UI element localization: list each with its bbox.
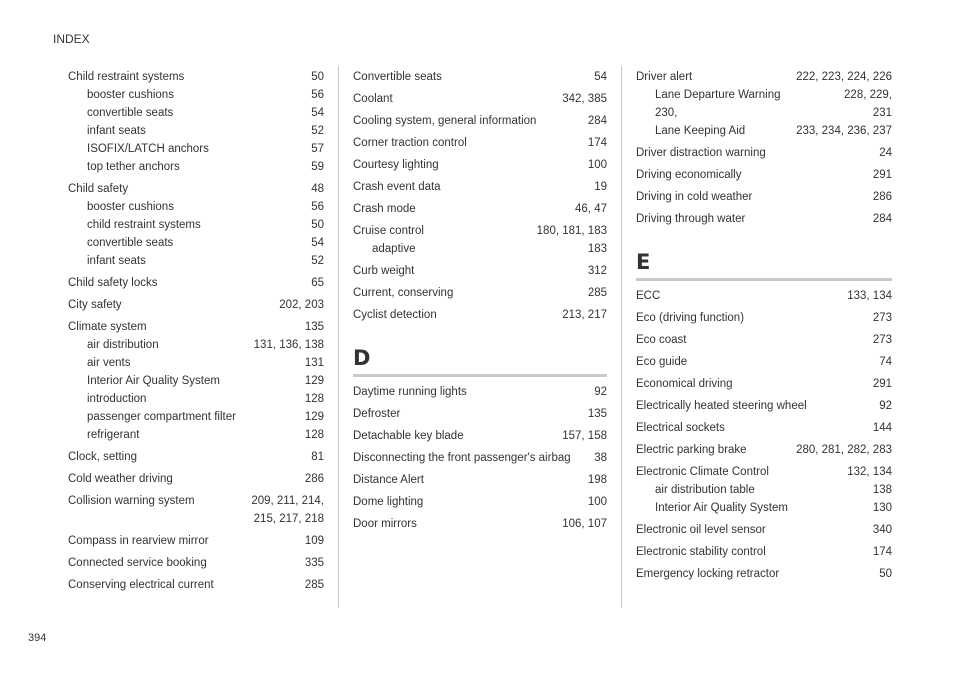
index-subentry xyxy=(68,372,324,390)
index-pages: 50 xyxy=(311,71,324,83)
index-pages-continued: 231 xyxy=(872,107,892,119)
index-term: Crash event data xyxy=(353,181,441,193)
index-pages: 130 xyxy=(872,502,892,514)
index-entry-row xyxy=(353,515,607,533)
index-pages: 198 xyxy=(587,474,607,486)
index-entry-row xyxy=(636,375,892,393)
index-pages: 56 xyxy=(311,89,324,101)
index-entry-row xyxy=(636,309,892,327)
index-subentry xyxy=(68,158,324,176)
index-pages: 131, 136, 138 xyxy=(253,339,324,351)
index-pages: 81 xyxy=(311,451,324,463)
index-entry xyxy=(68,576,324,594)
index-subentry xyxy=(68,234,324,252)
index-entry xyxy=(636,463,892,517)
index-term: Current, conserving xyxy=(353,287,454,299)
section-heading xyxy=(353,328,607,383)
index-entry xyxy=(636,166,892,184)
index-pages: 157, 158 xyxy=(562,430,607,442)
index-term: Courtesy lighting xyxy=(353,159,439,171)
index-term: Daytime running lights xyxy=(353,386,467,398)
index-entry xyxy=(353,471,607,489)
index-entry xyxy=(353,515,607,533)
index-term: Disconnecting the front passenger's airbag xyxy=(353,452,571,464)
index-subentry xyxy=(68,104,324,122)
index-subentry xyxy=(68,216,324,234)
column-divider xyxy=(621,66,622,608)
index-entry xyxy=(68,180,324,270)
index-subterm: passenger compartment filter xyxy=(87,411,236,423)
section-rule xyxy=(353,374,607,377)
index-pages: 50 xyxy=(879,568,892,580)
index-subterm: adaptive xyxy=(372,243,416,255)
index-entry-row xyxy=(353,200,607,218)
index-subterm: top tether anchors xyxy=(87,161,180,173)
index-pages: 285 xyxy=(587,287,607,299)
index-pages: 106, 107 xyxy=(562,518,607,530)
index-term: Door mirrors xyxy=(353,518,417,530)
index-subentry xyxy=(68,354,324,372)
index-subentry xyxy=(68,86,324,104)
index-entry xyxy=(68,296,324,314)
index-entry xyxy=(68,532,324,550)
index-pages: 144 xyxy=(872,422,892,434)
index-entry-row xyxy=(636,166,892,184)
index-subterm: air vents xyxy=(87,357,131,369)
index-subentry-continued xyxy=(636,104,892,122)
index-subentry xyxy=(68,140,324,158)
index-term: Electric parking brake xyxy=(636,444,747,456)
index-pages: 100 xyxy=(587,159,607,171)
index-pages: 128 xyxy=(304,393,324,405)
index-entry-row xyxy=(636,463,892,481)
index-entry-row xyxy=(636,331,892,349)
index-entry xyxy=(353,427,607,445)
index-subterm: infant seats xyxy=(87,255,146,267)
index-entry-row xyxy=(68,318,324,336)
index-entry-row xyxy=(636,521,892,539)
index-entry xyxy=(68,68,324,176)
index-entry-row xyxy=(353,284,607,302)
index-entry xyxy=(636,144,892,162)
index-pages: 202, 203 xyxy=(279,299,324,311)
index-subentry xyxy=(636,499,892,517)
index-entry xyxy=(636,331,892,349)
index-entry xyxy=(636,375,892,393)
index-entry-row xyxy=(636,144,892,162)
index-pages: 138 xyxy=(872,484,892,496)
index-pages: 48 xyxy=(311,183,324,195)
index-term: Crash mode xyxy=(353,203,416,215)
index-pages: 286 xyxy=(304,473,324,485)
index-term: Compass in rearview mirror xyxy=(68,535,209,547)
index-entry-row xyxy=(68,274,324,292)
index-term: Eco coast xyxy=(636,334,687,346)
index-entry-row xyxy=(68,576,324,594)
index-pages: 291 xyxy=(872,169,892,181)
index-pages: 54 xyxy=(311,107,324,119)
index-pages: 233, 234, 236, 237 xyxy=(796,125,892,137)
index-entry-row xyxy=(353,178,607,196)
index-entry xyxy=(636,287,892,305)
index-term: Conserving electrical current xyxy=(68,579,214,591)
index-entry-row xyxy=(353,383,607,401)
index-pages: 213, 217 xyxy=(562,309,607,321)
index-entry-row xyxy=(68,296,324,314)
index-pages: 174 xyxy=(587,137,607,149)
index-entry-row xyxy=(353,112,607,130)
index-column-1 xyxy=(68,68,324,598)
index-pages: 65 xyxy=(311,277,324,289)
index-pages: 24 xyxy=(879,147,892,159)
index-pages: 286 xyxy=(872,191,892,203)
index-pages: 131 xyxy=(304,357,324,369)
index-entry-row xyxy=(68,448,324,466)
index-pages: 59 xyxy=(311,161,324,173)
index-pages: 342, 385 xyxy=(562,93,607,105)
index-entry xyxy=(353,284,607,302)
index-pages: 135 xyxy=(587,408,607,420)
index-subentry xyxy=(636,122,892,140)
index-entry xyxy=(68,318,324,444)
index-pages: 174 xyxy=(872,546,892,558)
index-column-3 xyxy=(636,68,892,587)
index-entry xyxy=(636,419,892,437)
index-entry-row xyxy=(636,397,892,415)
index-subentry xyxy=(68,390,324,408)
index-term: ECC xyxy=(636,290,661,302)
index-pages: 209, 211, 214, xyxy=(251,495,324,507)
index-entry xyxy=(353,493,607,511)
index-entry-row xyxy=(636,353,892,371)
index-pages: 132, 134 xyxy=(847,466,892,478)
index-pages: 50 xyxy=(311,219,324,231)
index-subterm: child restraint systems xyxy=(87,219,201,231)
index-pages: 56 xyxy=(311,201,324,213)
index-entry xyxy=(353,200,607,218)
section-heading xyxy=(636,232,892,287)
index-entry xyxy=(353,68,607,86)
index-entry xyxy=(353,449,607,467)
index-term: Child safety xyxy=(68,183,129,195)
index-pages: 129 xyxy=(304,411,324,423)
index-entry-row xyxy=(636,441,892,459)
index-entry-row xyxy=(353,222,607,240)
index-pages: 57 xyxy=(311,143,324,155)
page-header: INDEX xyxy=(53,32,90,46)
index-pages: 52 xyxy=(311,125,324,137)
index-entry xyxy=(353,156,607,174)
index-term: Eco (driving function) xyxy=(636,312,745,324)
index-entry-row xyxy=(636,210,892,228)
index-term: Eco guide xyxy=(636,356,688,368)
index-pages-continued: 230, xyxy=(655,107,678,119)
index-term: Detachable key blade xyxy=(353,430,464,442)
index-entry xyxy=(68,470,324,488)
index-pages-continued: 215, 217, 218 xyxy=(253,513,324,525)
index-entry xyxy=(636,543,892,561)
index-subentry xyxy=(68,252,324,270)
index-pages: 335 xyxy=(304,557,324,569)
index-entry-row xyxy=(68,180,324,198)
index-subentry xyxy=(353,240,607,258)
index-term: Driving in cold weather xyxy=(636,191,753,203)
index-term: Cold weather driving xyxy=(68,473,173,485)
index-term: Child restraint systems xyxy=(68,71,185,83)
index-term: Electronic oil level sensor xyxy=(636,524,766,536)
index-pages: 222, 223, 224, 226 xyxy=(796,71,892,83)
index-term: Economical driving xyxy=(636,378,733,390)
index-subterm: booster cushions xyxy=(87,89,174,101)
index-entry xyxy=(636,68,892,140)
index-subterm: convertible seats xyxy=(87,237,174,249)
index-pages: 129 xyxy=(304,375,324,387)
index-subterm: booster cushions xyxy=(87,201,174,213)
index-subentry xyxy=(68,426,324,444)
index-term: Electronic stability control xyxy=(636,546,766,558)
index-entry xyxy=(353,134,607,152)
index-pages: 54 xyxy=(311,237,324,249)
index-subterm: infant seats xyxy=(87,125,146,137)
index-entry xyxy=(636,309,892,327)
index-pages: 92 xyxy=(594,386,607,398)
index-pages: 133, 134 xyxy=(847,290,892,302)
index-pages: 74 xyxy=(879,356,892,368)
index-entry xyxy=(636,521,892,539)
index-pages: 128 xyxy=(304,429,324,441)
index-subentry xyxy=(636,86,892,104)
index-pages: 135 xyxy=(304,321,324,333)
index-entry xyxy=(636,397,892,415)
index-pages: 273 xyxy=(872,334,892,346)
index-entry xyxy=(353,383,607,401)
index-term: Cruise control xyxy=(353,225,424,237)
index-entry-row xyxy=(68,470,324,488)
index-entry-row xyxy=(353,449,607,467)
index-entry-row xyxy=(353,493,607,511)
index-pages: 284 xyxy=(872,213,892,225)
index-term: Corner traction control xyxy=(353,137,467,149)
index-pages: 291 xyxy=(872,378,892,390)
index-subentry xyxy=(68,122,324,140)
index-term: Distance Alert xyxy=(353,474,424,486)
index-pages: 52 xyxy=(311,255,324,267)
index-term: Coolant xyxy=(353,93,393,105)
page-number: 394 xyxy=(28,632,47,644)
index-pages: 180, 181, 183 xyxy=(536,225,607,237)
index-term: Driving through water xyxy=(636,213,746,225)
index-entry-row xyxy=(353,134,607,152)
index-entry-row xyxy=(636,565,892,583)
index-pages: 46, 47 xyxy=(575,203,607,215)
index-entry-row xyxy=(636,419,892,437)
index-entry xyxy=(636,210,892,228)
section-letter: D xyxy=(353,346,371,370)
index-entry xyxy=(353,112,607,130)
index-pages: 19 xyxy=(594,181,607,193)
index-entry xyxy=(353,405,607,423)
index-entry xyxy=(68,554,324,572)
index-entry-row xyxy=(68,532,324,550)
index-entry xyxy=(68,492,324,528)
index-term: Climate system xyxy=(68,321,147,333)
index-pages: 273 xyxy=(872,312,892,324)
index-term: Electronic Climate Control xyxy=(636,466,769,478)
index-pages: 92 xyxy=(879,400,892,412)
index-term: Child safety locks xyxy=(68,277,158,289)
index-subterm: convertible seats xyxy=(87,107,174,119)
index-entry-row xyxy=(353,90,607,108)
index-subterm: Interior Air Quality System xyxy=(655,502,788,514)
index-subterm: Lane Departure Warning xyxy=(655,89,781,101)
index-entry-row xyxy=(353,68,607,86)
section-letter: E xyxy=(636,250,651,274)
index-term: Emergency locking retractor xyxy=(636,568,780,580)
index-entry-row xyxy=(353,306,607,324)
index-subterm: ISOFIX/LATCH anchors xyxy=(87,143,209,155)
index-pages: 109 xyxy=(304,535,324,547)
index-subterm: Interior Air Quality System xyxy=(87,375,220,387)
index-subentry xyxy=(68,198,324,216)
index-entry xyxy=(636,441,892,459)
index-term: Electrically heated steering wheel xyxy=(636,400,807,412)
index-subterm: air distribution table xyxy=(655,484,755,496)
index-subterm: introduction xyxy=(87,393,147,405)
index-subterm: air distribution xyxy=(87,339,159,351)
index-entry-row xyxy=(353,156,607,174)
index-entry-row xyxy=(636,68,892,86)
index-entry-row xyxy=(353,405,607,423)
index-term: Clock, setting xyxy=(68,451,138,463)
index-pages: 285 xyxy=(304,579,324,591)
index-entry xyxy=(353,262,607,280)
index-entry-row xyxy=(68,554,324,572)
index-pages: 228, 229, xyxy=(844,89,892,101)
index-entry xyxy=(353,90,607,108)
index-entry-row xyxy=(353,427,607,445)
index-entry-row xyxy=(636,543,892,561)
index-entry xyxy=(68,274,324,292)
index-subterm: refrigerant xyxy=(87,429,140,441)
index-entry xyxy=(353,222,607,258)
index-subterm: Lane Keeping Aid xyxy=(655,125,746,137)
index-entry-row xyxy=(353,262,607,280)
index-entry xyxy=(353,178,607,196)
index-pages: 54 xyxy=(594,71,607,83)
index-entry-row xyxy=(68,492,324,510)
index-term: Driver distraction warning xyxy=(636,147,766,159)
index-pages: 38 xyxy=(594,452,607,464)
index-term: Defroster xyxy=(353,408,401,420)
index-entry-row xyxy=(353,471,607,489)
index-subentry xyxy=(68,336,324,354)
index-term: Electrical sockets xyxy=(636,422,725,434)
index-subentry xyxy=(68,408,324,426)
index-entry xyxy=(353,306,607,324)
index-entry xyxy=(636,565,892,583)
index-term: Convertible seats xyxy=(353,71,442,83)
index-term: Curb weight xyxy=(353,265,415,277)
index-term: City safety xyxy=(68,299,122,311)
index-entry xyxy=(636,188,892,206)
index-entry-row xyxy=(636,287,892,305)
column-divider xyxy=(338,66,339,608)
index-term: Collision warning system xyxy=(68,495,195,507)
index-term: Dome lighting xyxy=(353,496,424,508)
index-pages: 183 xyxy=(587,243,607,255)
index-entry-row xyxy=(68,68,324,86)
index-subentry xyxy=(636,481,892,499)
section-rule xyxy=(636,278,892,281)
index-pages: 284 xyxy=(587,115,607,127)
index-term: Driving economically xyxy=(636,169,742,181)
index-pages: 280, 281, 282, 283 xyxy=(796,444,892,456)
index-term: Connected service booking xyxy=(68,557,207,569)
index-entry xyxy=(68,448,324,466)
index-pages: 340 xyxy=(872,524,892,536)
index-term: Cyclist detection xyxy=(353,309,437,321)
index-term: Cooling system, general information xyxy=(353,115,537,127)
index-term: Driver alert xyxy=(636,71,693,83)
index-pages: 312 xyxy=(587,265,607,277)
index-entry xyxy=(636,353,892,371)
index-entry-row xyxy=(636,188,892,206)
index-column-2 xyxy=(353,68,607,537)
index-pages: 100 xyxy=(587,496,607,508)
